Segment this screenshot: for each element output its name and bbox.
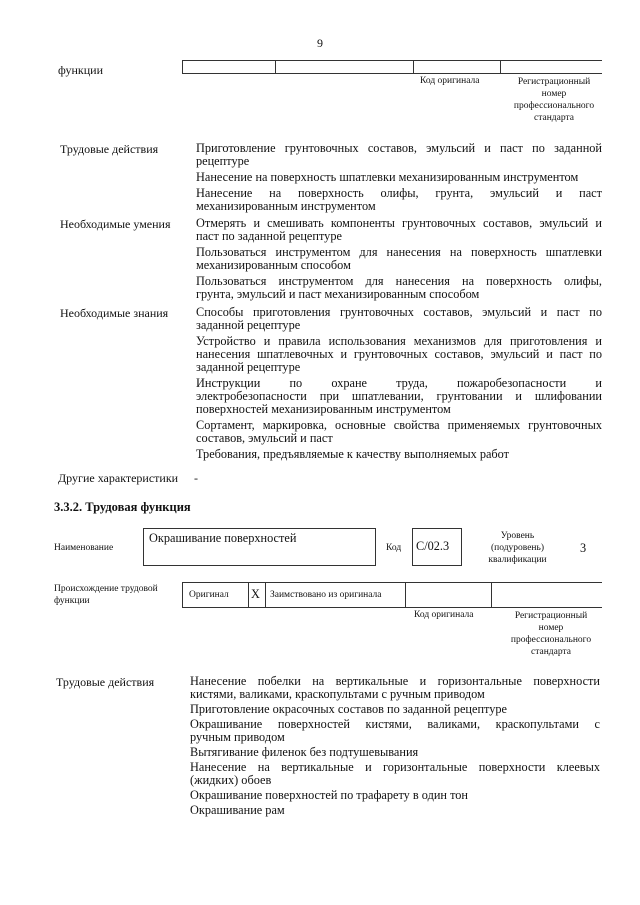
top-table-line-bottom xyxy=(182,73,602,74)
origin-table-divider-4 xyxy=(405,582,406,607)
list-item: Устройство и правила использования механизмов для приготовления и нанесения шпатлевочных и грунтовочных составов, эмульсий и паст по заданной рецептуре xyxy=(196,334,602,374)
top-table-divider-3 xyxy=(413,60,414,73)
reg-number-label xyxy=(497,610,605,658)
top-code-original-label: Код оригинала xyxy=(420,76,480,86)
list-item: Нанесение побелки на вертикальные и горизонтальные поверхности кистями, валиками, краскопультами с ручным приводом xyxy=(190,674,600,701)
top-table-line-top xyxy=(182,60,602,61)
reg-line: Регистрационный xyxy=(514,611,588,621)
other-characteristics-label: Другие характеристики xyxy=(58,471,179,485)
labor-actions-label: Трудовые действия xyxy=(60,142,159,156)
list-item: Нанесение на поверхность олифы, грунта, эмульсий и паст механизированным инструментом xyxy=(196,186,602,213)
skills-label: Необходимые умения xyxy=(60,217,171,231)
labor-actions-list xyxy=(196,142,602,213)
skills-list xyxy=(196,217,602,301)
knowledge-list xyxy=(196,306,602,461)
list-item: Окрашивание поверхностей по трафарету в один тон xyxy=(190,788,469,802)
name-label: Наименование xyxy=(54,543,114,553)
origin-table-divider-5 xyxy=(491,582,492,607)
origin-table-divider-2 xyxy=(248,582,249,607)
original-checkbox-mark: X xyxy=(251,587,260,601)
code-original-label: Код оригинала xyxy=(414,610,474,620)
code-value: C/02.3 xyxy=(416,539,450,553)
list-item: Нанесение на поверхность шпатлевки механизированным инструментом xyxy=(196,170,579,184)
level-value: 3 xyxy=(580,541,587,555)
origin-table-line-bottom xyxy=(182,607,602,608)
top-reg-number-label xyxy=(500,76,608,124)
other-characteristics-value: - xyxy=(194,471,198,485)
code-label: Код xyxy=(386,543,402,553)
level-label: Уровень (подуровень) квалификации xyxy=(488,531,547,565)
list-item: Пользоваться инструментом для нанесения на поверхность шпатлевки механизированным способом xyxy=(196,245,602,272)
list-item: Приготовление окрасочных составов по заданной рецептуре xyxy=(190,702,507,716)
name-value: Окрашивание поверхностей xyxy=(149,531,297,545)
top-table-divider-1 xyxy=(182,60,183,73)
labor-actions-list-2 xyxy=(190,675,600,817)
code-field xyxy=(412,528,462,566)
list-item: Нанесение на вертикальные и горизонтальные поверхности клеевых (жидких) обоев xyxy=(190,760,600,787)
page-number: 9 xyxy=(317,36,323,50)
reg-line: стандарта xyxy=(531,647,571,657)
origin-label: Происхождение трудовой функции xyxy=(54,584,158,606)
section-heading: 3.3.2. Трудовая функция xyxy=(54,500,191,514)
knowledge-label: Необходимые знания xyxy=(60,306,169,320)
list-item: Окрашивание поверхностей кистями, валиками, краскопультами с ручным приводом xyxy=(190,717,600,744)
reg-line: номер xyxy=(538,623,564,633)
reg-line: стандарта xyxy=(534,113,574,123)
list-item: Окрашивание рам xyxy=(190,803,285,817)
reg-line: Регистрационный xyxy=(517,77,591,87)
list-item: Приготовление грунтовочных составов, эмульсий и паст по заданной рецептуре xyxy=(196,141,602,168)
origin-label-tail: функции xyxy=(58,63,103,77)
list-item: Сортамент, маркировка, основные свойства применяемых грунтовочных составов, эмульсий и паст xyxy=(196,418,602,445)
top-table-divider-2 xyxy=(275,60,276,73)
reg-line: профессионального xyxy=(510,635,592,645)
origin-table-divider-3 xyxy=(265,582,266,607)
list-item: Требования, предъявляемые к качеству выполняемых работ xyxy=(196,447,510,461)
borrowed-label: Заимствовано из оригинала xyxy=(270,590,382,600)
origin-table-divider-1 xyxy=(182,582,183,607)
list-item: Отмерять и смешивать компоненты грунтовочных составов, эмульсий и паст по заданной рецептуре xyxy=(196,216,602,243)
labor-actions-label-2: Трудовые действия xyxy=(56,675,155,689)
reg-line: номер xyxy=(541,89,567,99)
reg-line: профессионального xyxy=(513,101,595,111)
list-item: Пользоваться инструментом для нанесения на поверхность олифы, грунта, эмульсий и паст механизированным способом xyxy=(196,274,602,301)
name-field xyxy=(143,528,376,566)
origin-table-line-top xyxy=(182,582,602,583)
list-item: Вытягивание филенок без подтушевывания xyxy=(190,745,419,759)
list-item: Инструкции по охране труда, пожаробезопасности и электробезопасности при шпатлевании, грунтовании и шлифовании поверхностей механизированным инструментом xyxy=(196,376,602,416)
original-label: Оригинал xyxy=(189,590,229,600)
list-item: Способы приготовления грунтовочных составов, эмульсий и паст по заданной рецептуре xyxy=(196,305,602,332)
top-table-divider-4 xyxy=(500,60,501,73)
